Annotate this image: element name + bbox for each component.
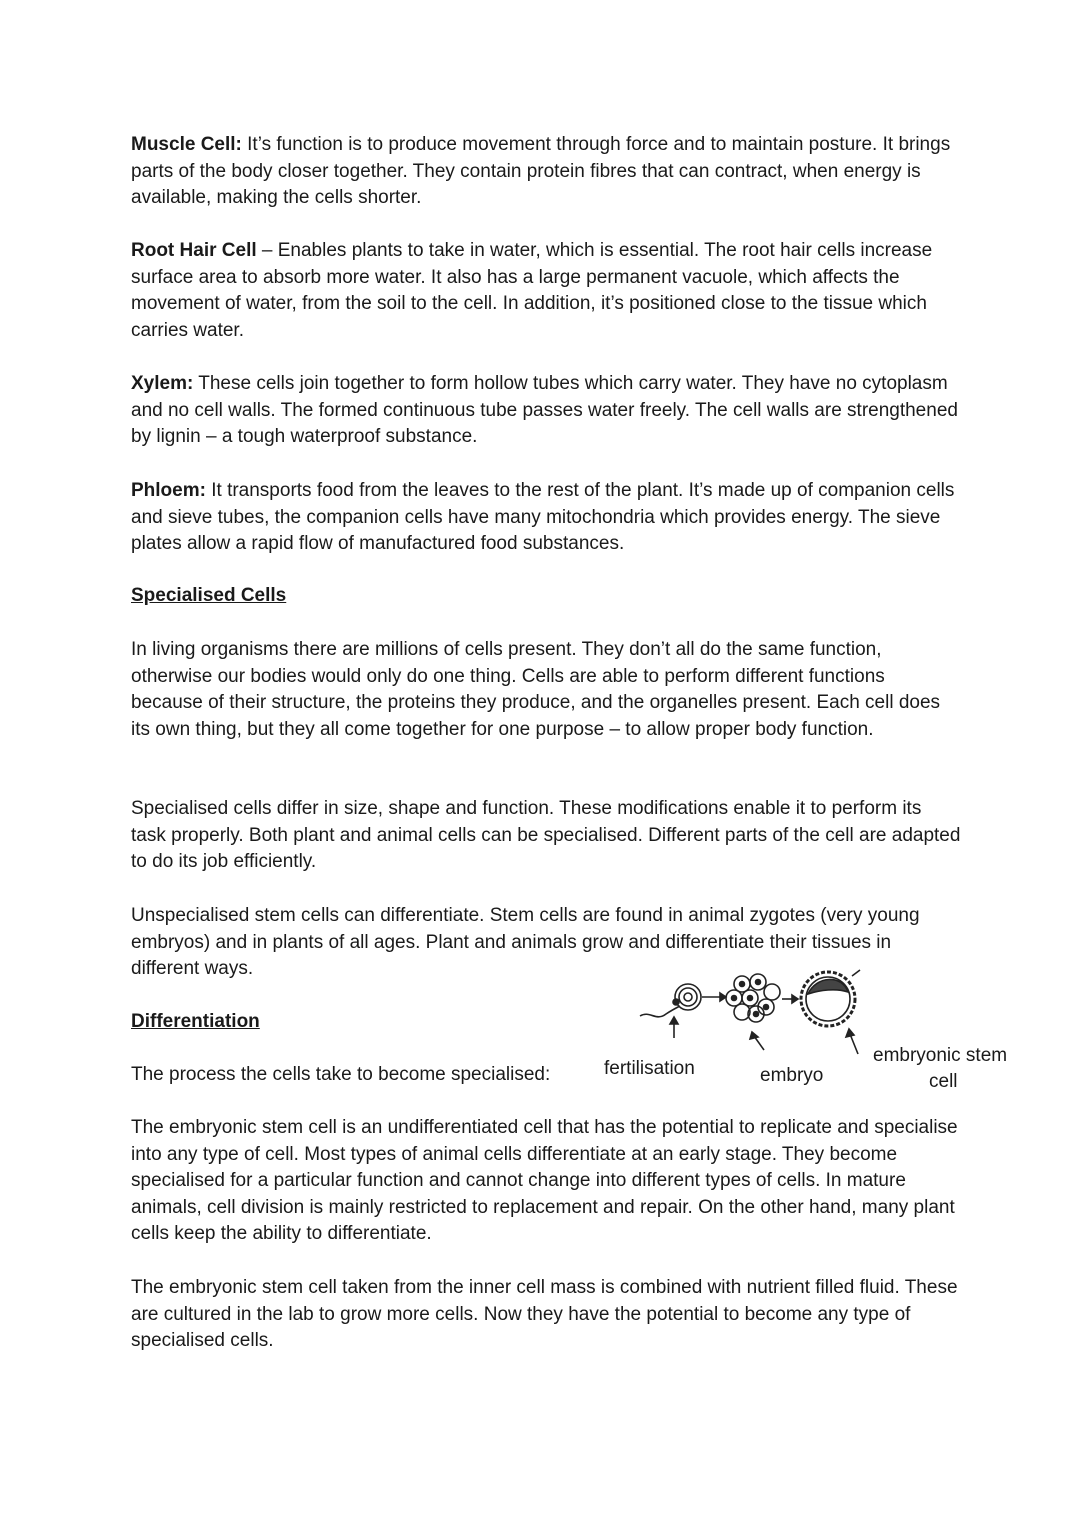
- differentiation-paragraph-2: The embryonic stem cell taken from the inner cell mass is combined with nutrient filled fluid. These are cultured in the lab to grow more cells. Now they have the potential to become any type of specialised cells.: [131, 1277, 958, 1352]
- muscle-cell-term: Muscle Cell:: [131, 134, 242, 155]
- cell-cluster-icon: [726, 974, 780, 1022]
- xylem-paragraph: [131, 371, 961, 451]
- root-hair-cell-text: – Enables plants to take in water, which is essential. The root hair cells increase surface area to absorb more water. It also has a large permanent vacuole, which affects the movement of water, from the soil to the cell. In addition, it’s positioned close to the tissue which carries water.: [131, 240, 933, 341]
- differentiation-diagram: [630, 962, 870, 1062]
- embryonic-stem-cell-label-line1: embryonic stem: [873, 1045, 1008, 1066]
- root-hair-cell-paragraph: [131, 238, 961, 344]
- root-hair-cell-term: Root Hair Cell: [131, 240, 257, 261]
- muscle-cell-text: It’s function is to produce movement through force and to maintain posture. It brings parts of the body closer together. They contain protein fibres that can contract, when energy is available, making the cells shorter.: [131, 134, 951, 209]
- embryo-label: embryo: [760, 1065, 824, 1086]
- xylem-term: Xylem:: [131, 373, 194, 394]
- embryonic-stem-cell-label-line2: cell: [929, 1071, 958, 1092]
- specialised-cells-heading: Specialised Cells: [131, 585, 287, 606]
- blastocyst-icon: [801, 970, 860, 1026]
- differentiation-heading: Differentiation: [131, 1011, 260, 1032]
- muscle-cell-paragraph: [131, 132, 961, 212]
- xylem-text: These cells join together to form hollow tubes which carry water. They have no cytoplasm and no cell walls. The formed continuous tube passes water freely. The cell walls are strengthened by lignin – a tough waterproof substance.: [131, 373, 958, 448]
- sperm-icon: [640, 1006, 680, 1017]
- fertilisation-label: fertilisation: [604, 1058, 695, 1079]
- phloem-paragraph: [131, 478, 961, 558]
- stem-cell-pointer-icon: [850, 1034, 858, 1054]
- specialised-paragraph-2: Specialised cells differ in size, shape and function. These modifications enable it to perform its task properly. Both plant and animal cells can be specialised. Different parts of the cell are adapted to do its job efficiently.: [131, 798, 961, 873]
- phloem-text: It transports food from the leaves to the rest of the plant. It’s made up of companion cells and sieve tubes, the companion cells have many mitochondria which provides energy. The sieve plates allow a rapid flow of manufactured food substances.: [131, 480, 955, 555]
- differentiation-paragraph-1: The embryonic stem cell is an undifferentiated cell that has the potential to replicate and specialise into any type of cell. Most types of animal cells differentiate at an early stage. They become specialised for a particular function and cannot change into different types of cells. In mature animals, cell division is mainly restricted to replacement and repair. On the other hand, many plant cells keep the ability to differentiate.: [131, 1117, 958, 1245]
- specialised-paragraph-3: Unspecialised stem cells can differentiate. Stem cells are found in animal zygotes (very young embryos) and in plants of all ages. Plant and animals grow and differentiate their tissues in different ways.: [131, 905, 920, 980]
- egg-icon: [675, 984, 701, 1010]
- specialised-paragraph-1: In living organisms there are millions of cells present. They don’t all do the same function, otherwise our bodies would only do one thing. Cells are able to perform different functions because of their structure, the proteins they produce, and the organelles present. Each cell does its own thing, but they all come together for one purpose – to allow proper body function.: [131, 639, 941, 740]
- differentiation-intro: The process the cells take to become specialised:: [131, 1064, 551, 1085]
- phloem-term: Phloem:: [131, 480, 206, 501]
